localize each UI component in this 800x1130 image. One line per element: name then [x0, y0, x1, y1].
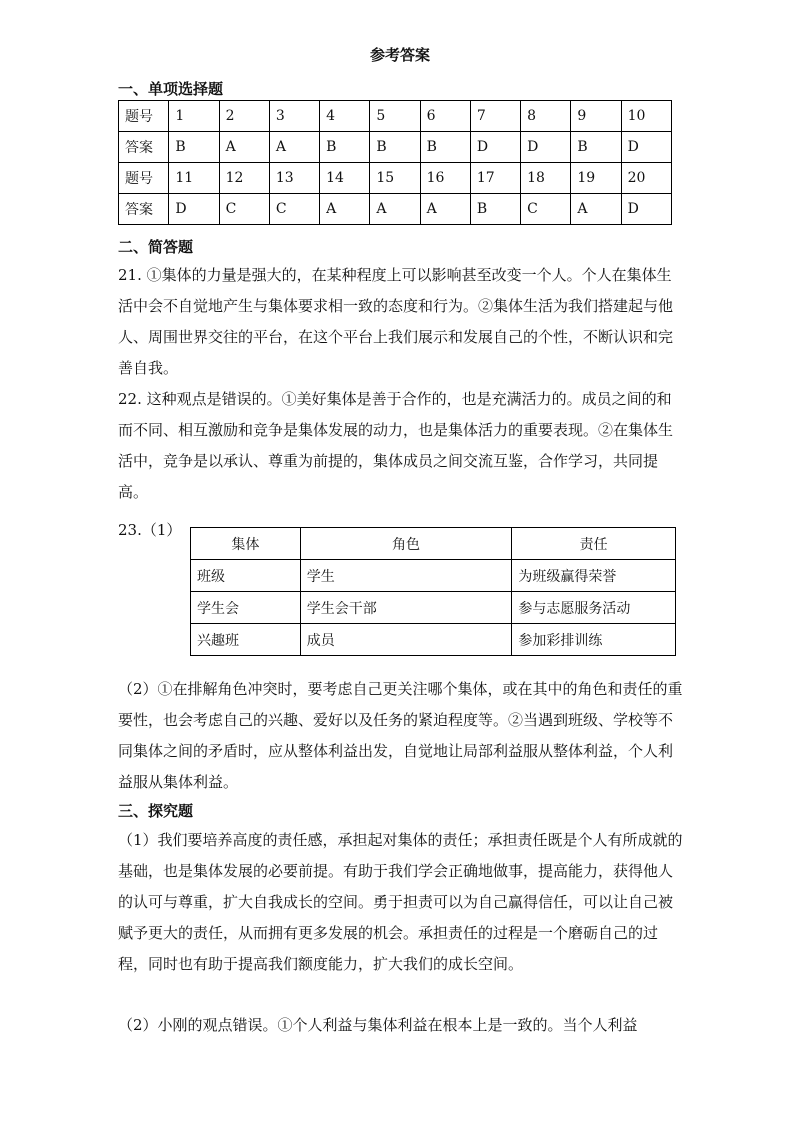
table-cell: 班级 [191, 560, 301, 592]
table-cell: 参加彩排训练 [512, 624, 676, 656]
table-cell: C [219, 194, 269, 225]
table-cell: D [521, 132, 571, 163]
table-cell: B [420, 132, 470, 163]
table-cell: 兴趣班 [191, 624, 301, 656]
table-cell: B [571, 132, 621, 163]
page-title: 参考答案 [369, 46, 430, 64]
table-cell: 15 [370, 163, 420, 194]
table-cell: 学生会 [191, 592, 301, 624]
answer-21: 21. ①集体的力量是强大的，在某种程度上可以影响甚至改变一个人。个人在集体生活中会不自觉地产生与集体要求相一致的态度和行为。②集体生活为我们搭建起与他人、周围世界交往的平台，在这个平台上我们展示和发展自己的个性，不断认识和完善自我。 [118, 266, 674, 377]
table-cell: B [169, 132, 219, 163]
table-row [119, 163, 672, 194]
table-cell: B [470, 194, 520, 225]
table-row [191, 624, 676, 656]
role-table [190, 527, 676, 656]
table-cell: D [169, 194, 219, 225]
table-cell: C [521, 194, 571, 225]
row-label: 题号 [119, 101, 169, 132]
table-row [119, 194, 672, 225]
table-row [191, 592, 676, 624]
table-cell: 4 [320, 101, 370, 132]
table-cell: A [269, 132, 319, 163]
section2-heading: 二、简答题 [118, 238, 194, 256]
table-cell: 14 [320, 163, 370, 194]
table-cell: 18 [521, 163, 571, 194]
answer-23-label: 23.（1） [118, 521, 182, 539]
table-cell: 20 [621, 163, 671, 194]
table-cell: 5 [370, 101, 420, 132]
table-cell: 8 [521, 101, 571, 132]
table-cell: D [621, 132, 671, 163]
answer-23-part2: （2）①在排解角色冲突时，要考虑自己更关注哪个集体，或在其中的角色和责任的重要性，也会考虑自己的兴趣、爱好以及任务的紧迫程度等。②当遇到班级、学校等不同集体之间的矛盾时，应从整体利益出发，自觉地让局部利益服从整体利益，个人利益服从集体利益。 [118, 680, 683, 791]
table-row [119, 101, 672, 132]
table-cell: 17 [470, 163, 520, 194]
table-row [119, 132, 672, 163]
table-cell: A [571, 194, 621, 225]
table-cell: B [320, 132, 370, 163]
table-cell: 参与志愿服务活动 [512, 592, 676, 624]
table-cell: A [420, 194, 470, 225]
table-cell: 学生会干部 [300, 592, 512, 624]
table-cell: D [621, 194, 671, 225]
table-cell: 学生 [300, 560, 512, 592]
section3-heading: 三、探究题 [118, 802, 194, 820]
row-label: 答案 [119, 132, 169, 163]
table-cell: A [320, 194, 370, 225]
answer-table [118, 100, 672, 225]
table-cell: A [219, 132, 269, 163]
table-cell: 11 [169, 163, 219, 194]
inquiry-part2: （2）小刚的观点错误。①个人利益与集体利益在根本上是一致的。当个人利益 [118, 1016, 638, 1034]
table-cell: 2 [219, 101, 269, 132]
table-cell: 19 [571, 163, 621, 194]
answer-22: 22. 这种观点是错误的。①美好集体是善于合作的，也是充满活力的。成员之间的和而不同、相互激励和竞争是集体发展的动力，也是集体活力的重要表现。②在集体生活中，竞争是以承认、尊重为前提的，集体成员之间交流互鉴，合作学习，共同提高。 [118, 390, 674, 501]
table-cell: 为班级赢得荣誉 [512, 560, 676, 592]
table-row [191, 560, 676, 592]
table-cell: 7 [470, 101, 520, 132]
table-cell: D [470, 132, 520, 163]
table-cell: 9 [571, 101, 621, 132]
section1-heading: 一、单项选择题 [118, 80, 224, 98]
table-header-row [191, 528, 676, 560]
inquiry-part1: （1）我们要培养高度的责任感，承担起对集体的责任；承担责任既是个人有所成就的基础，也是集体发展的必要前提。有助于我们学会正确地做事，提高能力，获得他人的认可与尊重，扩大自我成长的空间。勇于担责可以为自己赢得信任，可以让自己被赋予更大的责任，从而拥有更多发展的机会。承担责任的过程是一个磨砺自己的过程，同时也有助于提高我们额度能力，扩大我们的成长空间。 [118, 831, 683, 973]
table-cell: 3 [269, 101, 319, 132]
table-cell: 16 [420, 163, 470, 194]
table-cell: C [269, 194, 319, 225]
table-cell: 12 [219, 163, 269, 194]
table-cell: 成员 [300, 624, 512, 656]
column-header: 集体 [191, 528, 301, 560]
table-cell: B [370, 132, 420, 163]
column-header: 角色 [300, 528, 512, 560]
row-label: 答案 [119, 194, 169, 225]
table-cell: 6 [420, 101, 470, 132]
column-header: 责任 [512, 528, 676, 560]
row-label: 题号 [119, 163, 169, 194]
table-cell: 13 [269, 163, 319, 194]
table-cell: 10 [621, 101, 671, 132]
table-cell: 1 [169, 101, 219, 132]
table-cell: A [370, 194, 420, 225]
